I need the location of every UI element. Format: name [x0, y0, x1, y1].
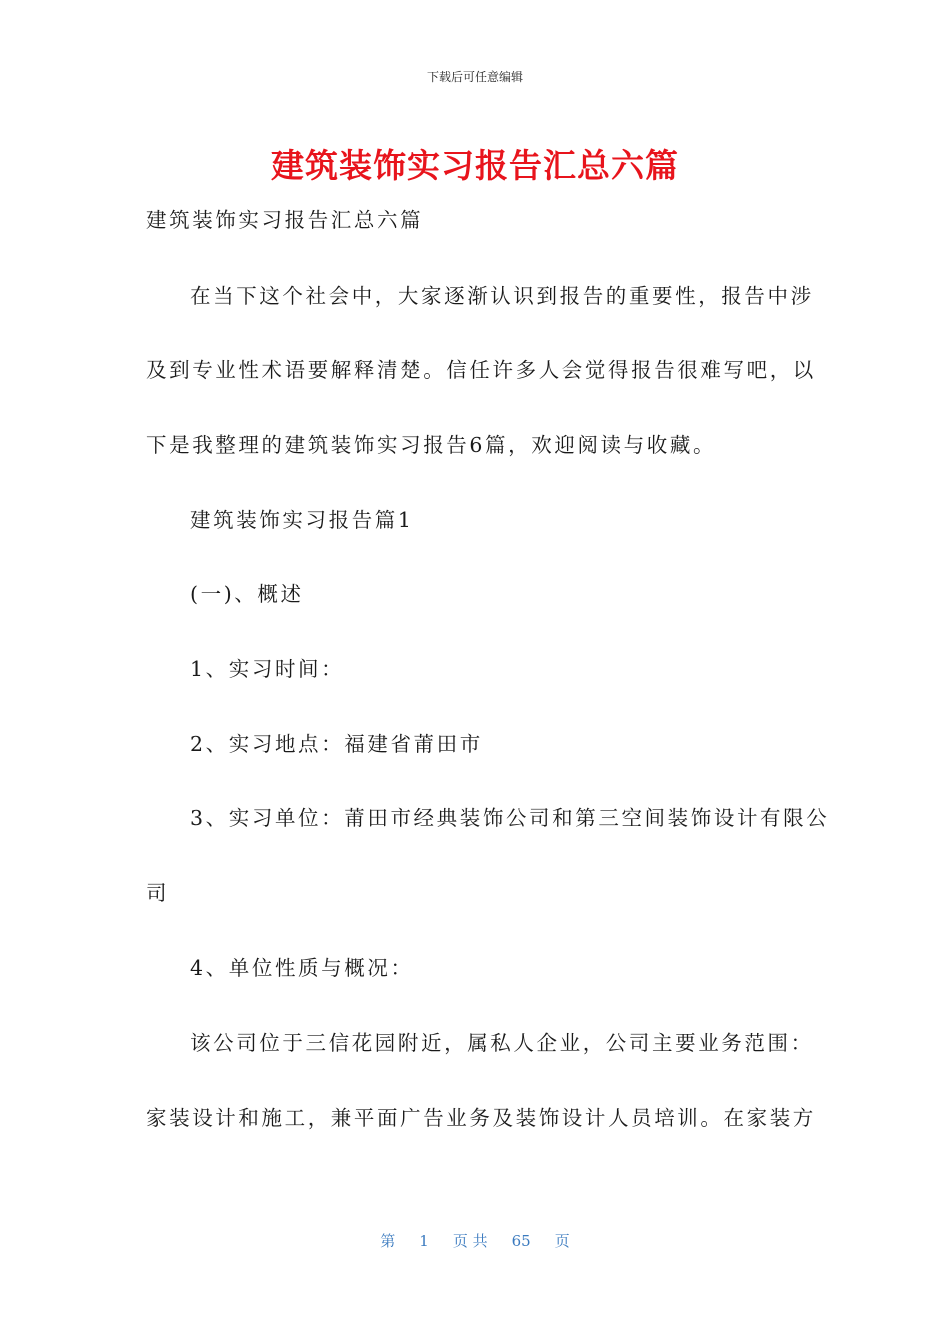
body-line: 及到专业性术语要解释清楚。信任许多人会觉得报告很难写吧，以 — [146, 358, 816, 382]
body-line: 4、单位性质与概况： — [190, 956, 414, 980]
body-line: 下是我整理的建筑装饰实习报告6篇，欢迎阅读与收藏。 — [146, 433, 717, 457]
document-title: 建筑装饰实习报告汇总六篇 — [271, 146, 679, 185]
header-note: 下载后可任意编辑 — [426, 70, 523, 84]
body-line: 家装设计和施工，兼平面广告业务及装饰设计人员培训。在家装方 — [146, 1106, 816, 1130]
footer-of-label: 页 共 — [452, 1232, 488, 1250]
body-line: 1、实习时间： — [190, 657, 345, 681]
footer-page-label: 第 — [380, 1232, 396, 1250]
body-line: 3、实习单位：莆田市经典装饰公司和第三空间装饰设计有限公 — [190, 806, 830, 830]
body-line: 该公司位于三信花园附近，属私人企业，公司主要业务范围： — [190, 1031, 814, 1055]
body-line: 建筑装饰实习报告汇总六篇 — [146, 208, 424, 232]
section-heading: 建筑装饰实习报告篇1 — [190, 508, 414, 532]
body-line: 在当下这个社会中，大家逐渐认识到报告的重要性，报告中涉 — [190, 284, 814, 308]
body-line: 司 — [146, 881, 170, 905]
footer-current-page: 1 — [419, 1232, 429, 1250]
footer-total-pages: 65 — [511, 1232, 531, 1250]
body-line: 2、实习地点：福建省莆田市 — [190, 732, 483, 756]
page-footer — [0, 1230, 950, 1251]
subsection-heading: (一)、概述 — [190, 582, 304, 606]
footer-pages-label: 页 — [554, 1232, 570, 1250]
